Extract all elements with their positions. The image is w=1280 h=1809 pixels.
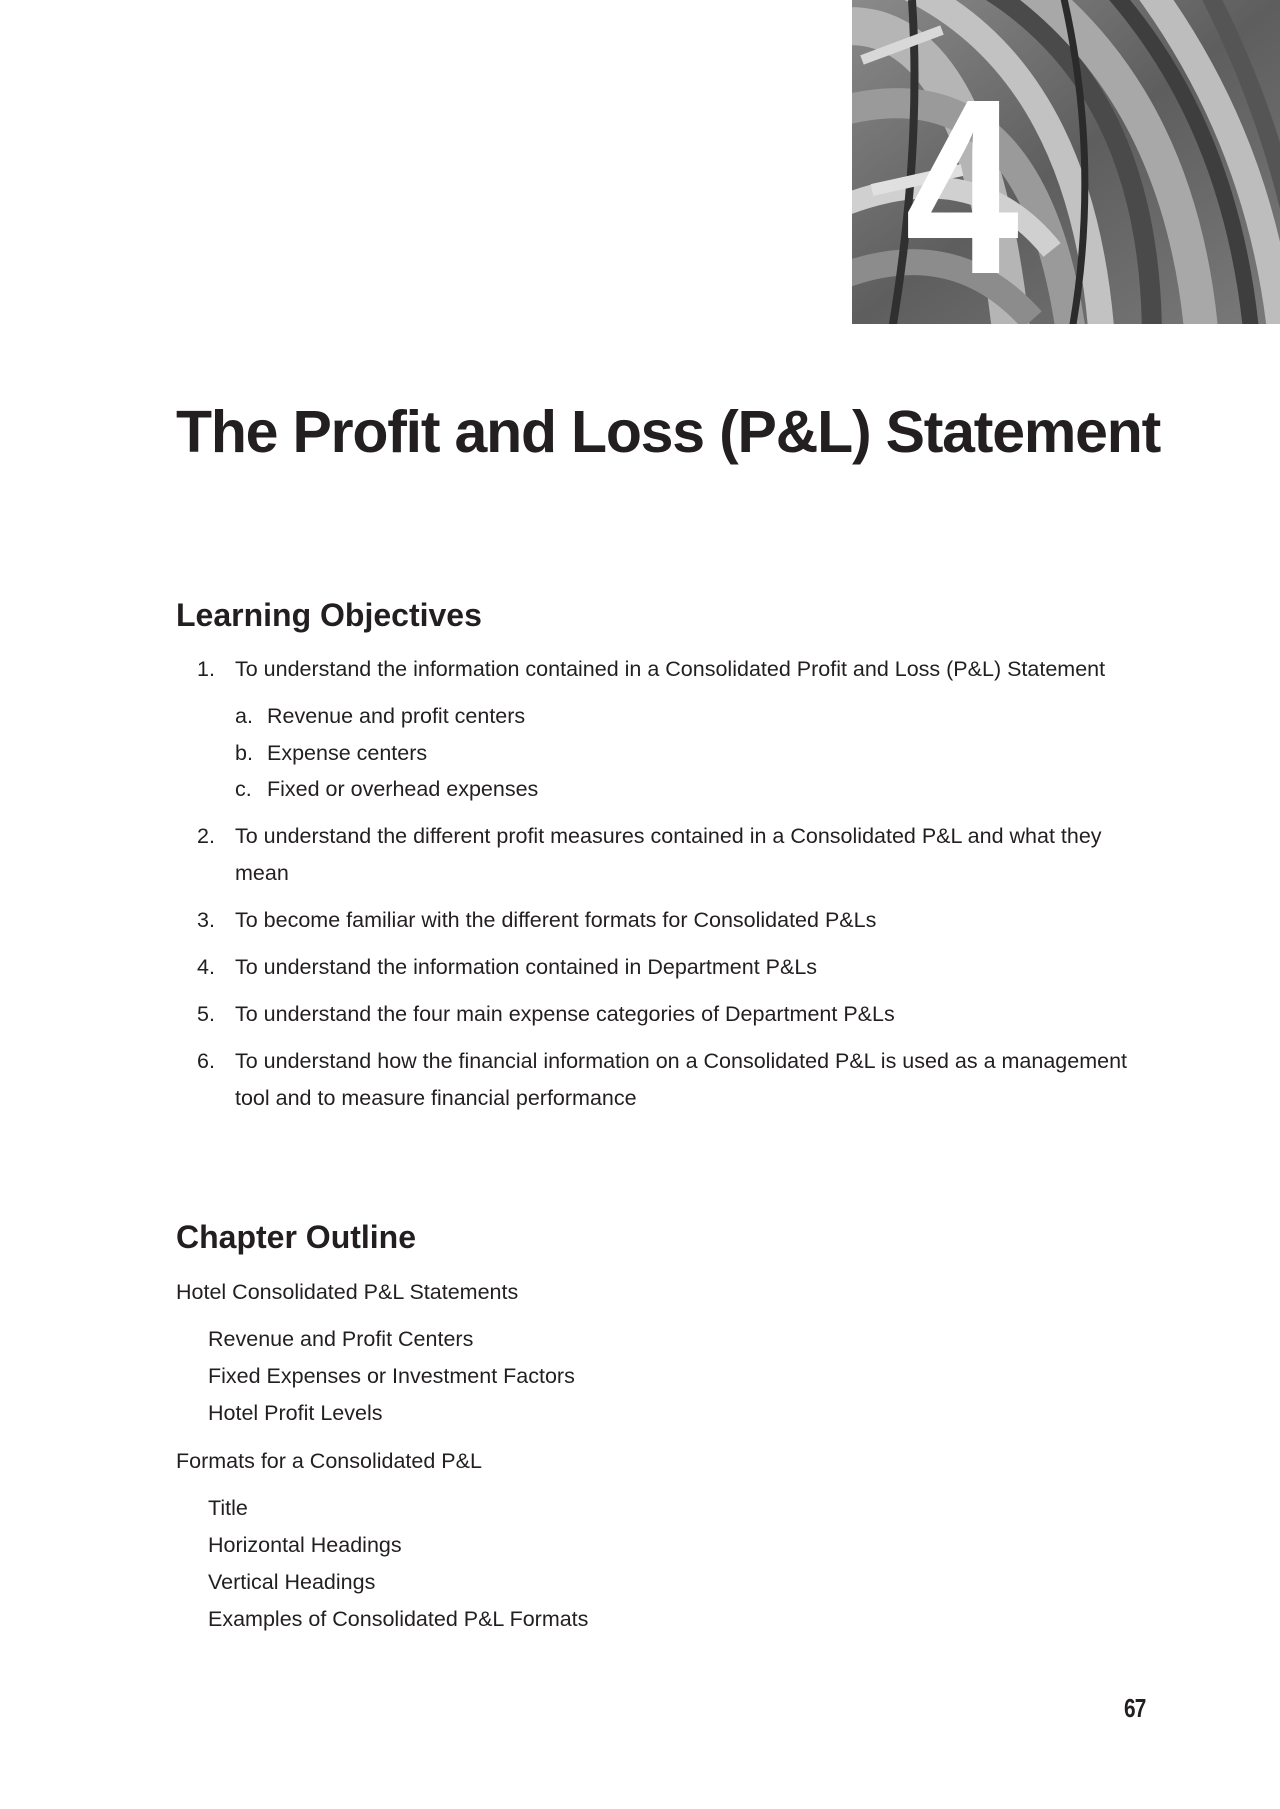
outline-group xyxy=(176,1274,1076,1432)
objective-item xyxy=(176,651,1156,808)
objective-text: To understand the four main expense categories of Department P&Ls xyxy=(235,1001,895,1026)
objective-text: To understand the information contained in Department P&Ls xyxy=(235,954,818,979)
objective-text: To understand the different profit measures contained in a Consolidated P&L and what they mean xyxy=(235,823,1102,885)
outline-item: Examples of Consolidated P&L Formats xyxy=(208,1607,589,1631)
chapter-outline xyxy=(176,1274,1076,1649)
objective-text: To understand how the financial information on a Consolidated P&L is used as a management tool and to measure financial performance xyxy=(235,1048,1128,1110)
objective-sub-item xyxy=(235,771,1156,808)
outline-item: Hotel Profit Levels xyxy=(208,1401,383,1425)
objective-sub-text: Expense centers xyxy=(267,740,428,765)
objective-number: 2. xyxy=(197,823,215,848)
objective-sub-item xyxy=(235,735,1156,772)
learning-objectives-list xyxy=(176,651,1156,1127)
objective-number: 4. xyxy=(197,954,215,979)
objective-item xyxy=(176,949,1156,986)
outline-item: Horizontal Headings xyxy=(208,1533,402,1557)
objective-sub-letter: c. xyxy=(235,777,252,801)
objective-item xyxy=(176,1043,1156,1117)
objective-sub-item xyxy=(235,698,1156,735)
outline-items xyxy=(176,1490,1076,1638)
objective-number: 1. xyxy=(197,657,215,681)
objective-text: To become familiar with the different formats for Consolidated P&Ls xyxy=(235,907,877,932)
objective-item xyxy=(176,818,1156,892)
chapter-title: The Profit and Loss (P&L) Statement xyxy=(176,399,1161,465)
outline-item: Fixed Expenses or Investment Factors xyxy=(208,1364,575,1388)
objective-number: 3. xyxy=(197,907,215,932)
outline-group xyxy=(176,1443,1076,1638)
outline-items xyxy=(176,1321,1076,1432)
chapter-number: 4 xyxy=(905,47,1016,326)
objective-sub-letter: a. xyxy=(235,704,253,728)
objective-number: 6. xyxy=(197,1048,215,1073)
objective-sub-text: Revenue and profit centers xyxy=(267,704,526,728)
objective-item xyxy=(176,902,1156,939)
outline-group-title: Formats for a Consolidated P&L xyxy=(176,1449,482,1473)
outline-item: Vertical Headings xyxy=(208,1570,376,1594)
outline-item: Title xyxy=(208,1496,248,1520)
chapter-outline-heading: Chapter Outline xyxy=(176,1219,417,1255)
objective-sub-letter: b. xyxy=(235,740,253,765)
objective-item xyxy=(176,996,1156,1033)
outline-item: Revenue and Profit Centers xyxy=(208,1327,474,1351)
objective-number: 5. xyxy=(197,1001,215,1026)
outline-group-title: Hotel Consolidated P&L Statements xyxy=(176,1280,519,1304)
learning-objectives-heading: Learning Objectives xyxy=(176,597,482,633)
objective-sub-text: Fixed or overhead expenses xyxy=(267,777,539,801)
objective-sub-list xyxy=(235,698,1156,808)
objective-text: To understand the information contained in a Consolidated Profit and Loss (P&L) Statement xyxy=(235,657,1106,681)
page-number: 67 xyxy=(1124,1693,1146,1723)
